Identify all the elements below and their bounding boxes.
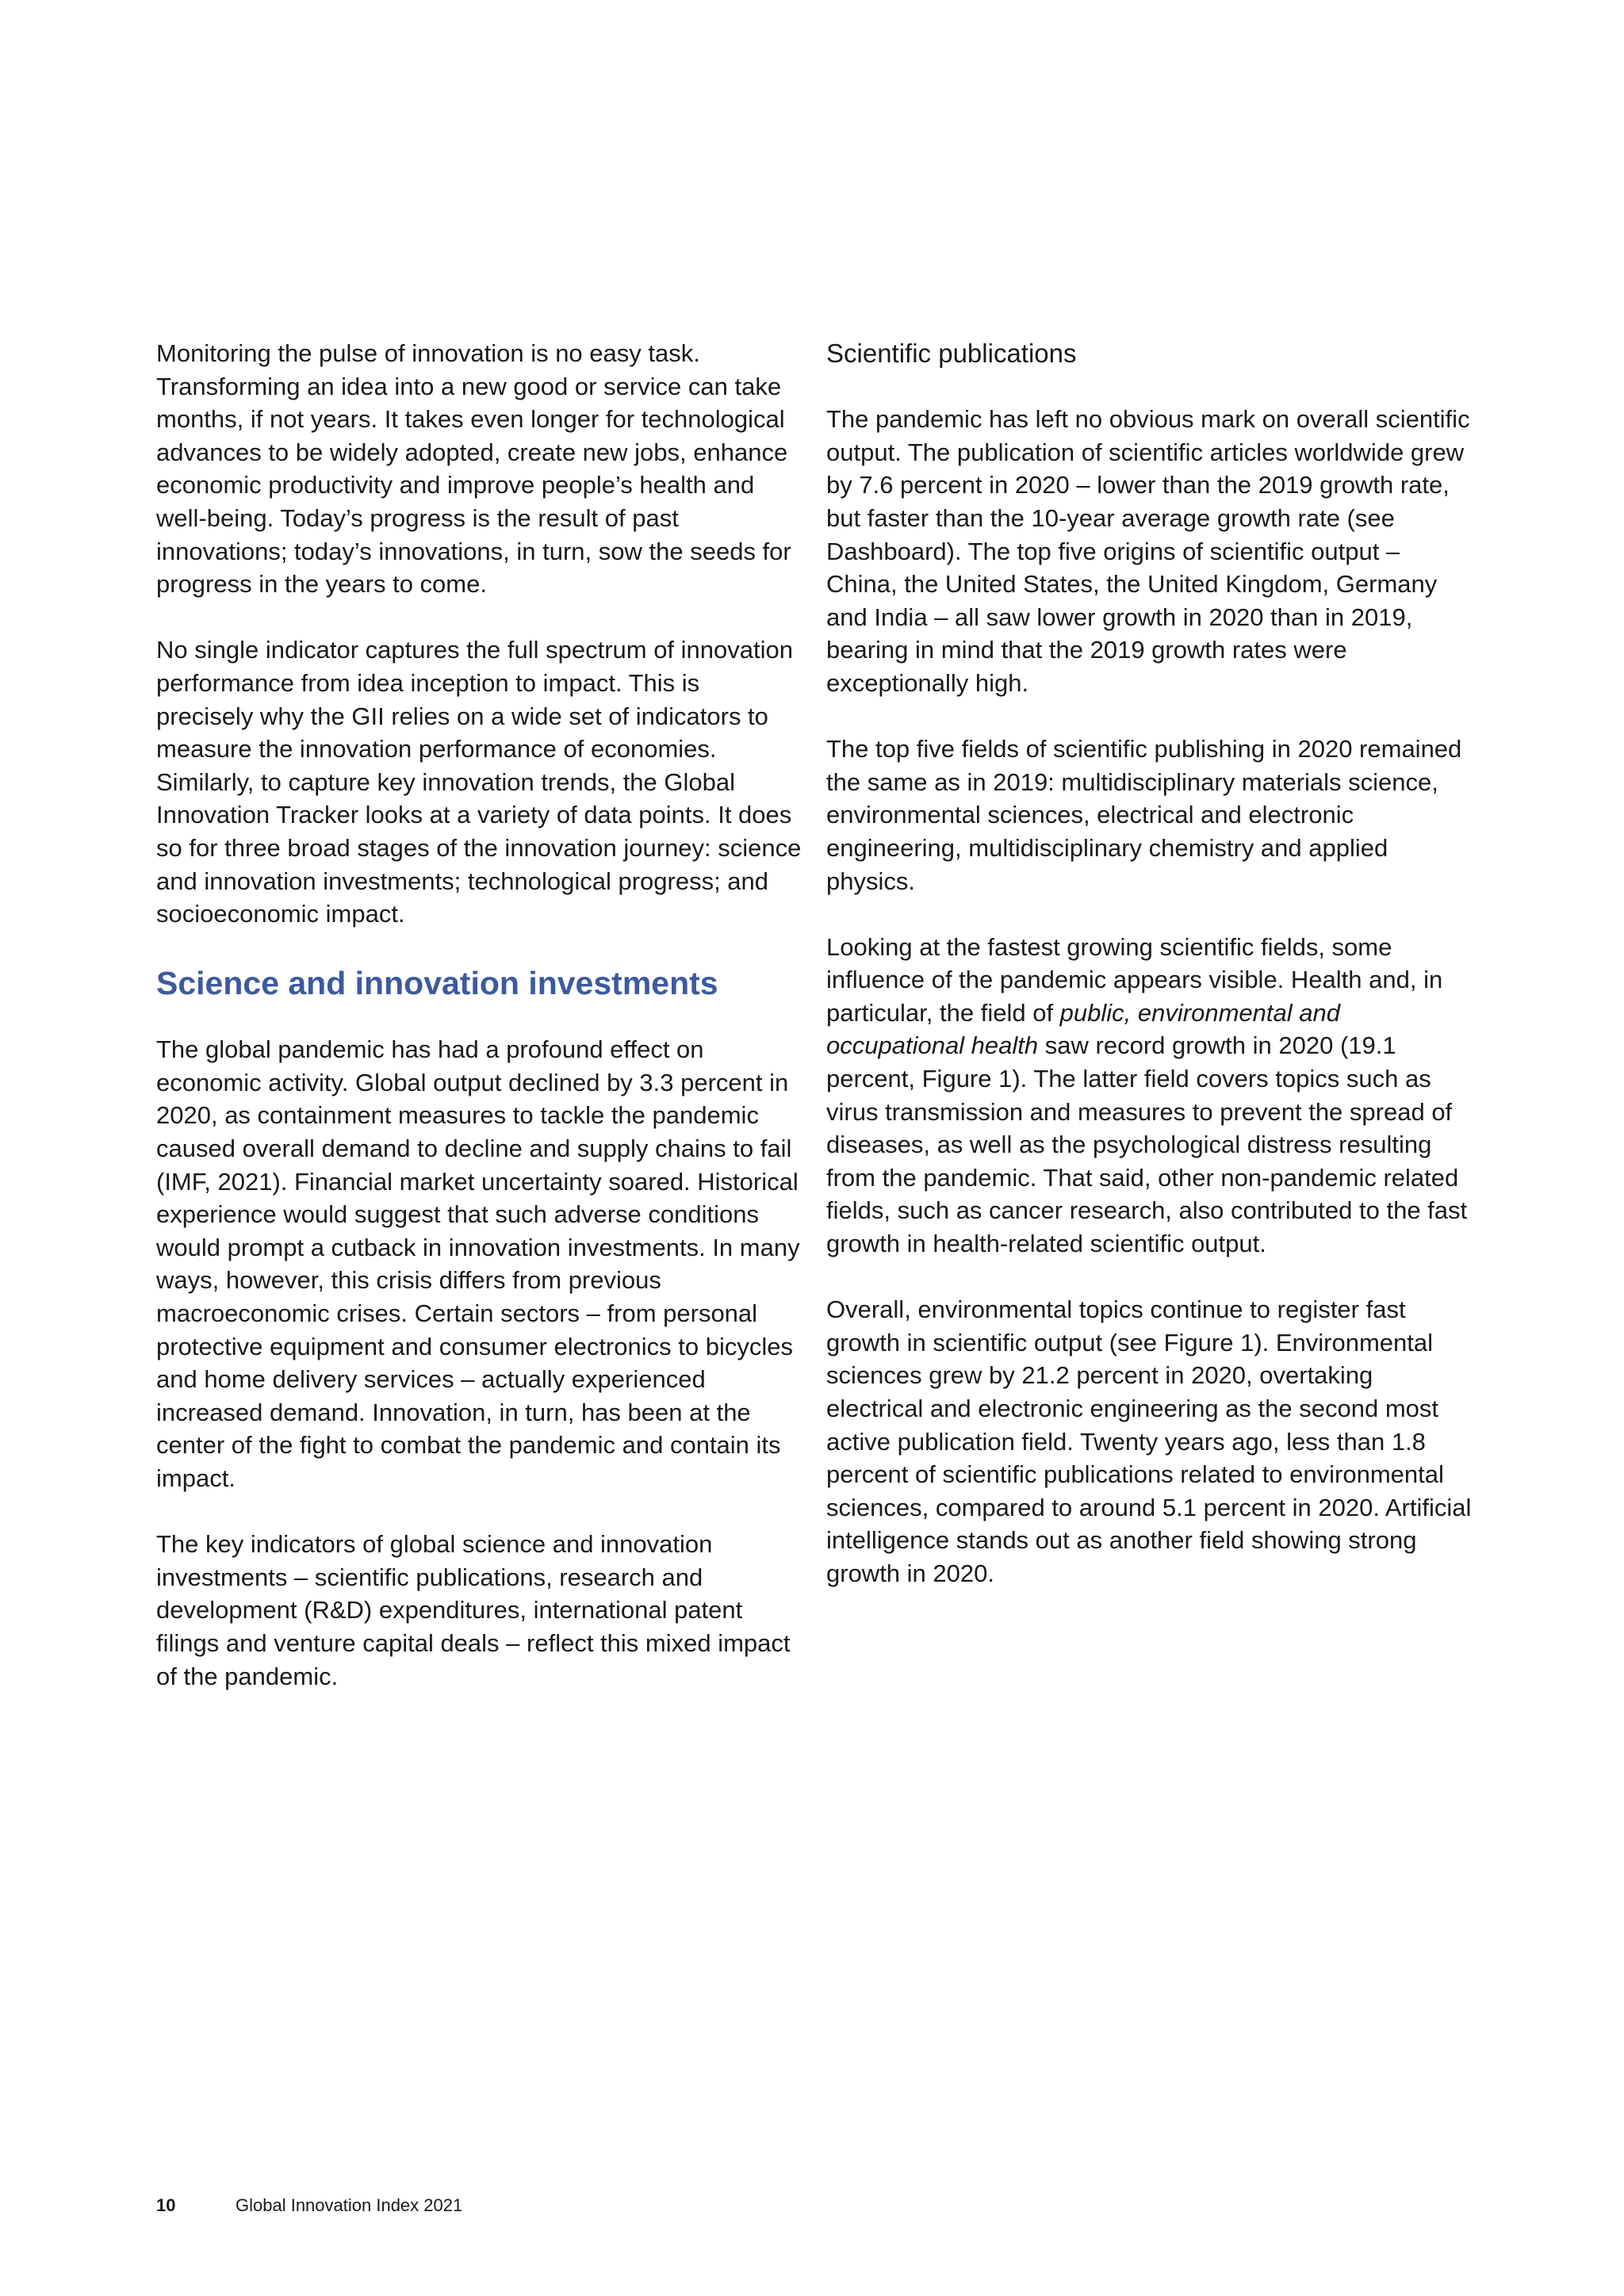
paragraph-text: Looking at the fastest growing scientific fields, some influence of the pandemic appears visible. Health and, in particular, the field of [826,932,1443,1027]
left-column [156,337,802,1726]
sub-heading: Scientific publications [826,339,1077,368]
page-number: 10 [156,2195,176,2215]
section-heading: Science and innovation investments [156,965,718,1002]
publications-paragraph-1: The pandemic has left no obvious mark on overall scientific output. The publication of scientific articles worldwide grew by 7.6 percent in 2020 – lower than the 2019 growth rate, but faster than the 10-year average growth rate (see Dashboard). The top five origins of scientific output – China, the United States, the United Kingdom, Germany and India – all saw lower growth in 2020 than in 2019, bearing in mind that the 2019 growth rates were exceptionally high. [826,405,1470,697]
page-footer [156,2195,462,2217]
publication-title: Global Innovation Index 2021 [236,2195,463,2215]
publications-paragraph-2: The top five fields of scientific publishing in 2020 remained the same as in 2019: multidisciplinary materials science, environmental sciences, electrical and electronic engineering, multidisciplinary chemistry and applied physics. [826,735,1462,895]
investments-paragraph-2: The key indicators of global science and innovation investments – scientific publications, research and development (R&D) expenditures, international patent filings and venture capital deals – reflect this mixed impact of the pandemic. [156,1530,791,1690]
paragraph-text: saw record growth in 2020 (19.1 percent, Figure 1). The latter field covers topics such as virus transmission and measures to prevent the spread of diseases, as well as the psychological distress resulting from the pandemic. That said, other non-pandemic related fields, such as cancer research, also contributed to the fast growth in health-related scientific output. [826,1031,1468,1258]
intro-paragraph-2: No single indicator captures the full spectrum of innovation performance from idea inception to impact. This is precisely why the GII relies on a wide set of indicators to measure the innovation performance of economies. Similarly, to capture key innovation trends, the Global Innovation Tracker looks at a variety of data points. It does so for three broad stages of the innovation journey: science and innovation investments; technological progress; and socioeconomic impact. [156,636,802,928]
italic-field-name: public, environmental and occupational health [826,998,1340,1060]
right-column [826,337,1477,1623]
publications-paragraph-3 [826,931,1477,1261]
investments-paragraph-1: The global pandemic has had a profound effect on economic activity. Global output declined by 3.3 percent in 2020, as containment measures to tackle the pandemic caused overall demand to decline and supply chains to fail (IMF, 2021). Financial market uncertainty soared. Historical experience would suggest that such adverse conditions would prompt a cutback in innovation investments. In many ways, however, this crisis differs from previous macroeconomic crises. Certain sectors – from personal protective equipment and consumer electronics to bicycles and home delivery services – actually experienced increased demand. Innovation, in turn, has been at the center of the fight to combat the pandemic and contain its impact. [156,1035,800,1492]
publications-paragraph-4: Overall, environmental topics continue to register fast growth in scientific output (see Figure 1). Environmental sciences grew by 21.2 percent in 2020, overtaking electrical and electronic engineering as the second most active publication field. Twenty years ago, less than 1.8 percent of scientific publications related to environmental sciences, compared to around 5.1 percent in 2020. Artificial intelligence stands out as another field showing strong growth in 2020. [826,1295,1472,1587]
intro-paragraph-1: Monitoring the pulse of innovation is no easy task. Transforming an idea into a new good or service can take months, if not years. It takes even longer for technological advances to be widely adopted, create new jobs, enhance economic productivity and improve people’s health and well-being. Today’s progress is the result of past innovations; today’s innovations, in turn, sow the seeds for progress in the years to come. [156,339,791,599]
